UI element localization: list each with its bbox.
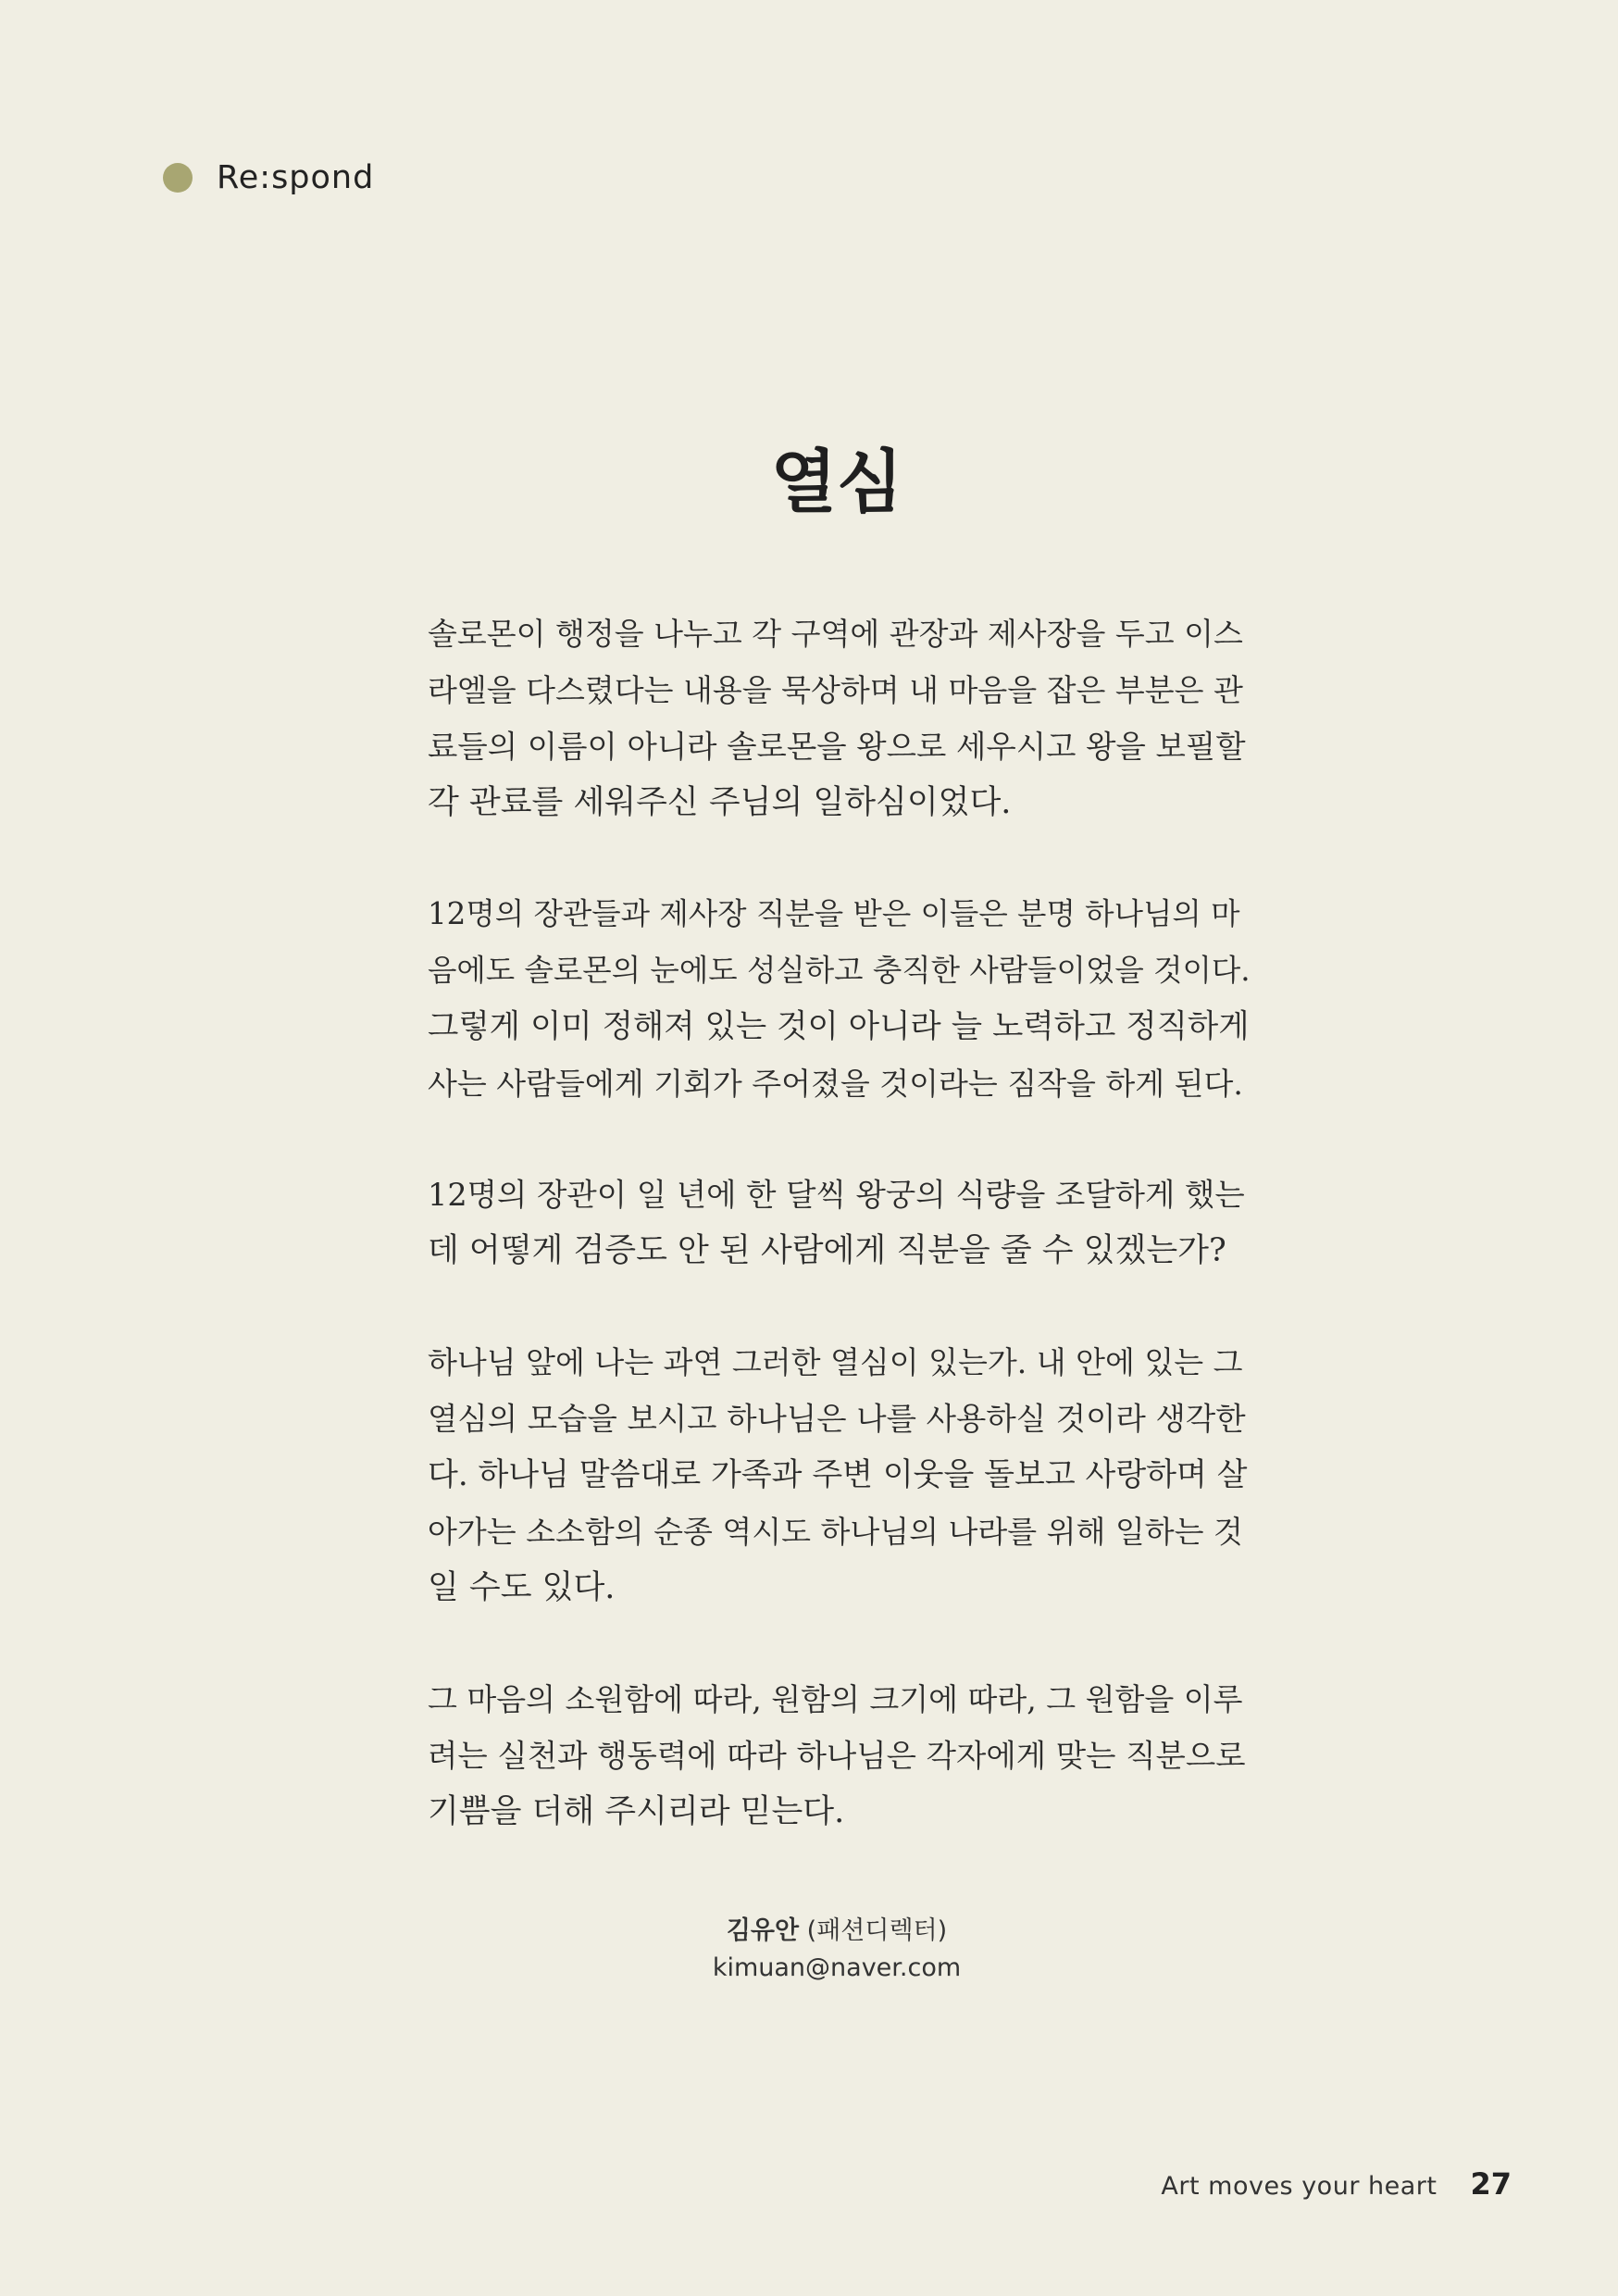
paragraph-line: 그렇게 이미 정해져 있는 것이 아니라 늘 노력하고 정직하게 bbox=[428, 1008, 1250, 1045]
author-credit bbox=[0, 1913, 1618, 1987]
author-name: 김유안 bbox=[726, 1916, 800, 1945]
paragraph-4 bbox=[428, 1334, 1251, 1616]
paragraph-line: 각 관료를 세워주신 주님의 일하심이었다. bbox=[428, 784, 1012, 821]
paragraph-5 bbox=[428, 1671, 1251, 1841]
paragraph-line: 솔로몬이 행정을 나누고 각 구역에 관장과 제사장을 두고 이스 bbox=[428, 616, 1243, 652]
paragraph-line: 사는 사람들에게 기회가 주어졌을 것이라는 짐작을 하게 된다. bbox=[428, 1066, 1243, 1102]
paragraph-1 bbox=[428, 605, 1251, 831]
paragraph-line: 료들의 이름이 아니라 솔로몬을 왕으로 세우시고 왕을 보필할 bbox=[428, 729, 1246, 765]
section-label: Re:spond bbox=[217, 159, 375, 196]
paragraph-line: 일 수도 있다. bbox=[428, 1569, 616, 1606]
paragraph-line: 라엘을 다스렸다는 내용을 묵상하며 내 마음을 잡은 부분은 관 bbox=[428, 672, 1243, 708]
paragraph-3 bbox=[428, 1167, 1251, 1279]
author-email: kimuan@naver.com bbox=[712, 1953, 962, 1982]
paragraph-line: 그 마음의 소원함에 따라, 원함의 크기에 따라, 그 원함을 이루 bbox=[428, 1681, 1243, 1717]
article-title: 열심 bbox=[770, 443, 903, 522]
paragraph-line: 12명의 장관이 일 년에 한 달씩 왕궁의 식량을 조달하게 했는 bbox=[428, 1177, 1245, 1213]
page-number: 27 bbox=[1470, 2166, 1512, 2202]
paragraph-2 bbox=[428, 886, 1251, 1112]
paragraph-line: 다. 하나님 말씀대로 가족과 주변 이웃을 돌보고 사랑하며 살 bbox=[428, 1456, 1248, 1493]
paragraph-line: 음에도 솔로몬의 눈에도 성실하고 충직한 사람들이었을 것이다. bbox=[428, 953, 1251, 988]
footer-tagline: Art moves your heart bbox=[1161, 2172, 1438, 2201]
paragraph-line: 하나님 앞에 나는 과연 그러한 열심이 있는가. 내 안에 있는 그 bbox=[428, 1344, 1243, 1380]
paragraph-line: 기쁨을 더해 주시리라 믿는다. bbox=[428, 1793, 845, 1830]
paragraph-line: 12명의 장관들과 제사장 직분을 받은 이들은 분명 하나님의 마 bbox=[428, 896, 1240, 931]
section-bullet-icon bbox=[163, 163, 193, 193]
paragraph-line: 아가는 소소함의 순종 역시도 하나님의 나라를 위해 일하는 것 bbox=[428, 1514, 1243, 1550]
article-body bbox=[428, 605, 1251, 1895]
paragraph-line: 데 어떻게 검증도 안 된 사람에게 직분을 줄 수 있겠는가? bbox=[428, 1232, 1226, 1269]
paragraph-line: 열심의 모습을 보시고 하나님은 나를 사용하실 것이라 생각한 bbox=[428, 1401, 1246, 1437]
section-header bbox=[163, 159, 374, 196]
author-role: (패션디렉터) bbox=[806, 1916, 948, 1945]
author-name-line bbox=[0, 1913, 1618, 1950]
paragraph-line: 려는 실천과 행동력에 따라 하나님은 각자에게 맞는 직분으로 bbox=[428, 1738, 1246, 1774]
page-footer bbox=[1161, 2166, 1512, 2202]
